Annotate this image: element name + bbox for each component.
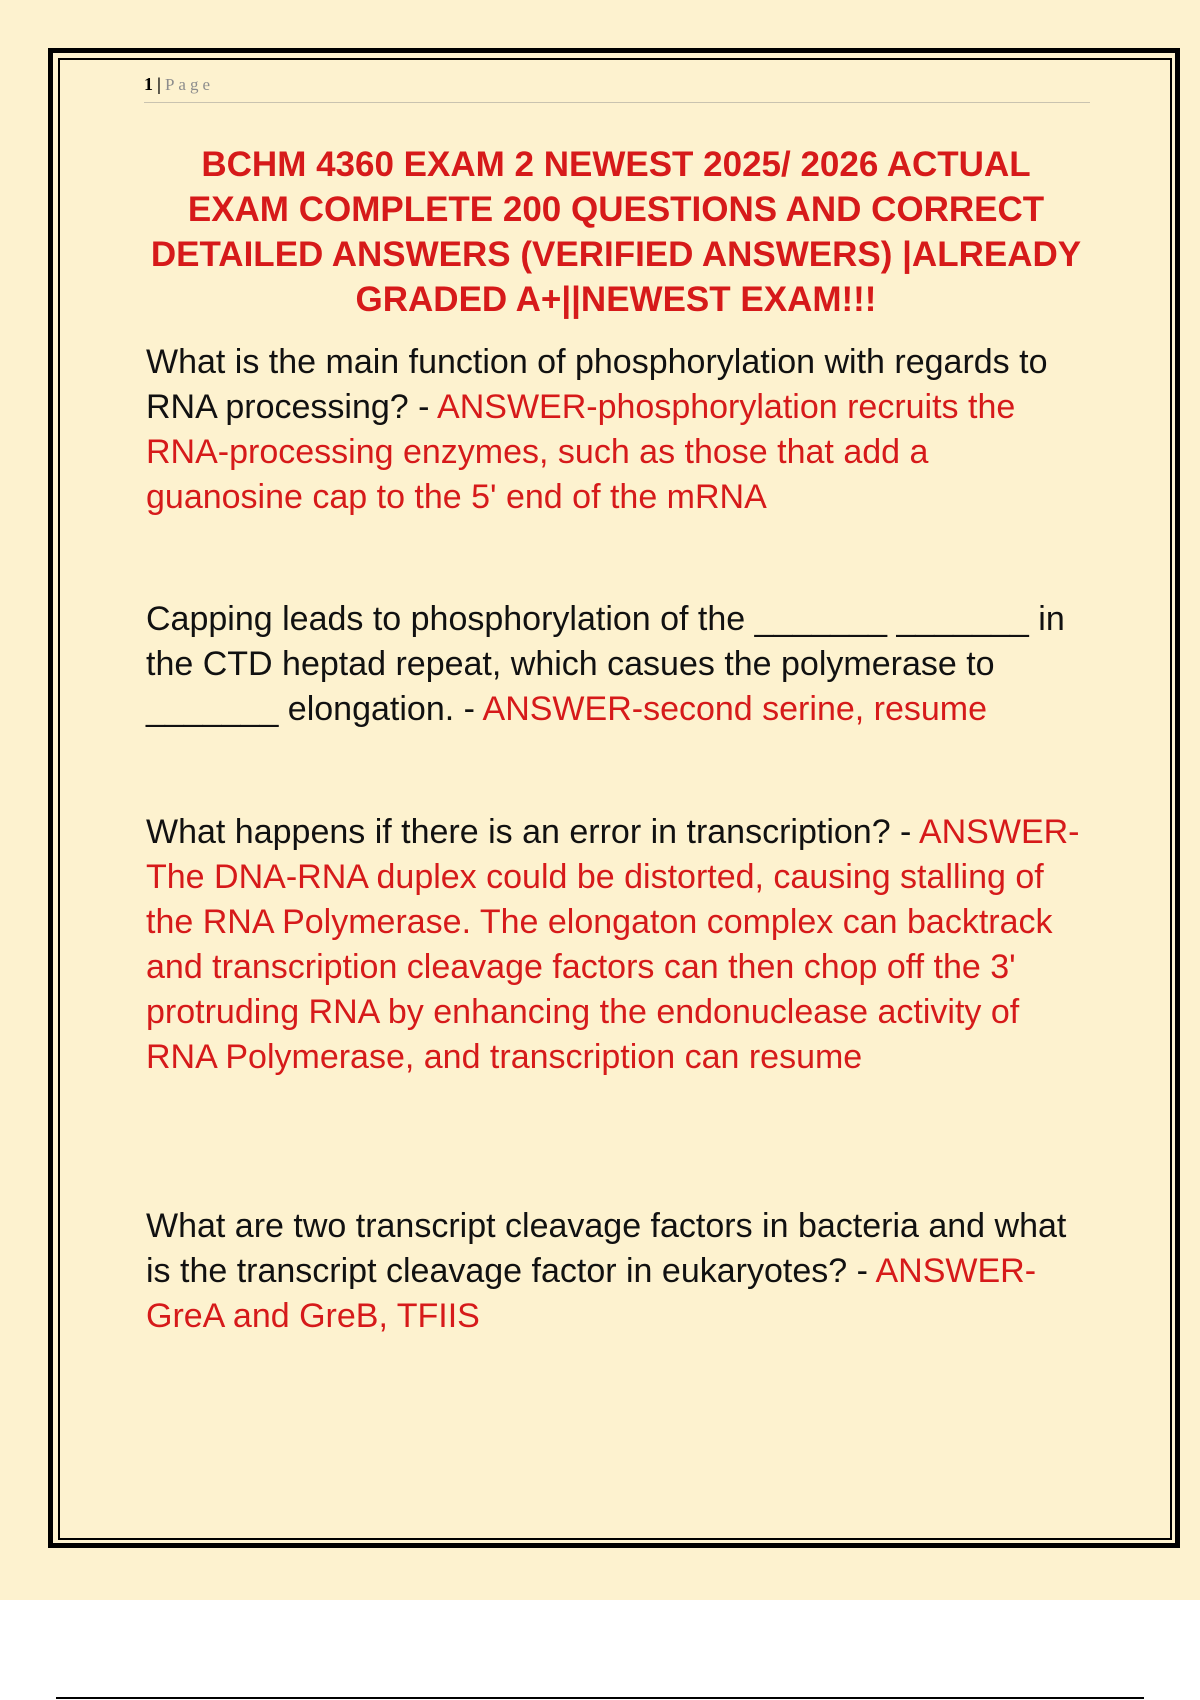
qa-item-3 [146,810,1090,1080]
answer-text: ANSWER-second serine, resume [482,690,988,728]
page-label: Page [164,75,215,94]
question-text: What is the main function of phosphorylation with regards to RNA processing? - [146,343,1048,426]
answer-text: ANSWER-phosphorylation recruits the RNA-processing enzymes, such as those that add a guanosine cap to the 5' end of the mRNA [146,388,1016,516]
answer-text: ANSWER-The DNA-RNA duplex could be distorted, causing stalling of the RNA Polymerase. The elongaton complex can backtrack and transcription cleavage factors can then chop off the 3' protruding RNA by enhancing the endonuclease activity of RNA Polymerase, and transcription can resume [146,813,1080,1076]
page-number: 1 [144,74,153,94]
document-title: BCHM 4360 EXAM 2 NEWEST 2025/ 2026 ACTUAL EXAM COMPLETE 200 QUESTIONS AND CORRECT DETAILED ANSWERS (VERIFIED ANSWERS) |ALREADY GRADED A+||NEWEST EXAM!!! [150,145,1082,319]
question-text: What are two transcript cleavage factors in bacteria and what is the transcript cleavage factor in eukaryotes? - [146,1207,1067,1290]
page-header [144,74,1090,103]
qa-item-4 [146,1204,1090,1339]
bottom-divider [56,1697,1144,1699]
page-separator: | [157,74,161,94]
question-text: What happens if there is an error in transcription? - [146,813,919,851]
qa-item-1 [146,340,1090,520]
question-text: Capping leads to phosphorylation of the _______ _______ in the CTD heptad repeat, which casues the polymerase to _______ elongation. - [146,600,1065,728]
answer-text: ANSWER-GreA and GreB, TFIIS [146,1252,1037,1335]
qa-item-2 [146,597,1090,732]
